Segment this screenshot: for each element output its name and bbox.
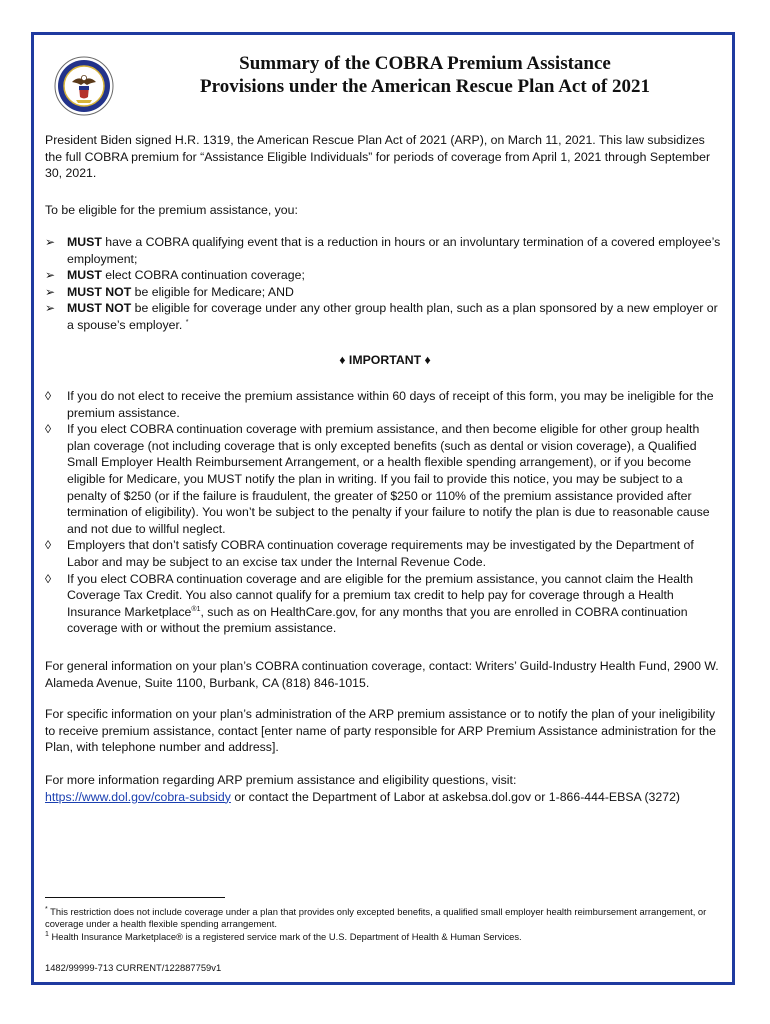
general-info-paragraph: For general information on your plan’s COBRA continuation coverage, contact: Writers’ Guild-Industry Health Fund, 2900 W. Alameda Avenue, Suite 1100, Burbank, CA (818) 846-1015.: [45, 659, 719, 690]
diamond-outline-bullet-icon: ◊: [45, 389, 52, 403]
eligibility-intro: To be eligible for the premium assistance, you:: [45, 203, 298, 217]
list-item: [45, 421, 725, 537]
important-text: If you do not elect to receive the premium assistance within 60 days of receipt of this form, you may be ineligible for the premium assistance.: [67, 389, 714, 420]
diamond-outline-bullet-icon: ◊: [45, 422, 52, 437]
important-text: If you elect COBRA continuation coverage and are eligible for the premium assistance, you cannot claim the Health Coverage Tax Credit. You also cannot qualify for a premium tax credit to help pay for coverage through a Health Insurance Marketplace: [67, 571, 694, 619]
footnote-text: This restriction does not include coverage under a plan that provides only excepted benefits, a qualified small employer health reimbursement arrangement, or coverage under a health flexible spending arrangement.: [45, 906, 707, 930]
arrowhead-bullet-icon: ➢: [45, 268, 56, 283]
eligibility-requirements-list: [45, 234, 725, 334]
title-line-2: Provisions under the American Rescue Plan Act of 2021: [200, 76, 650, 97]
department-of-labor-seal-icon: [54, 56, 114, 116]
footnote-divider: [45, 897, 225, 898]
footnote: [45, 906, 725, 931]
requirement-emphasis: MUST NOT: [67, 301, 132, 316]
diamond-outline-bullet-icon: ◊: [45, 571, 52, 586]
arrowhead-bullet-icon: ➢: [45, 301, 56, 316]
important-text: Employers that don’t satisfy COBRA continuation coverage requirements may be investigated by the Department of Labor and may be subject to an excise tax under the Internal Revenue Code.: [67, 538, 694, 569]
important-heading: ♦ IMPORTANT ♦: [339, 353, 431, 367]
important-text: If you elect COBRA continuation coverage with premium assistance, and then become eligible for other group health plan coverage (not including coverage that is only excepted benefits (such as dental or vision coverage), a Qualified Small Employer Health Reimbursement Arrangement, or a health flexible spending arrangement), or if you become eligible for Medicare, you MUST notify the plan in writing. If you fail to provide this notice, you may be subject to a penalty of $250 (or if the failure is fraudulent, the greater of $250 or 110% of the premium assistance provided after termination of eligibility). You won’t be subject to the penalty if your failure to notify the plan is due to reasonable cause and not due to willful neglect.: [67, 422, 710, 536]
list-item: [45, 571, 725, 637]
arrowhead-bullet-icon: ➢: [45, 235, 56, 249]
requirement-emphasis: MUST NOT: [67, 284, 132, 299]
requirement-text: be eligible for coverage under any other group health plan, such as a plan sponsored by a new employer or a spouse’s employer.: [67, 301, 718, 332]
requirement-text: elect COBRA continuation coverage;: [101, 268, 305, 283]
arrowhead-bullet-icon: ➢: [45, 284, 56, 299]
footnote-mark: *: [45, 905, 48, 913]
list-item: [45, 300, 725, 333]
footnote-mark: 1: [45, 930, 49, 938]
list-item: [45, 537, 725, 570]
list-item: [45, 388, 725, 421]
list-item: [45, 267, 725, 284]
requirement-text: be eligible for Medicare; AND: [131, 284, 294, 299]
more-info-contact: or contact the Department of Labor at askebsa.dol.gov or 1-866-444-EBSA (3272): [230, 789, 681, 804]
intro-paragraph: President Biden signed H.R. 1319, the American Rescue Plan Act of 2021 (ARP), on March 11, 2021. This law subsidizes the full COBRA premium for “Assistance Eligible Individuals” for periods of coverage from April 1, 2021 through September 30, 2021.: [45, 133, 711, 181]
requirement-emphasis: MUST: [67, 268, 102, 283]
list-item: [45, 284, 725, 301]
important-list: [45, 388, 725, 637]
diamond-outline-bullet-icon: ◊: [45, 538, 52, 553]
more-info-text: For more information regarding ARP premium assistance and eligibility questions, visit:: [45, 773, 517, 787]
footnote-reference: *: [185, 318, 189, 326]
footnote-text: Health Insurance Marketplace® is a registered service mark of the U.S. Department of Health & Human Services.: [48, 930, 522, 942]
more-info-paragraph: [45, 772, 725, 805]
footnote-reference: ®1: [191, 605, 201, 613]
requirement-text: have a COBRA qualifying event that is a reduction in hours or an involuntary termination of a covered employee’s employment;: [67, 235, 721, 266]
document-title: [130, 52, 720, 98]
specific-info-paragraph: For specific information on your plan’s administration of the ARP premium assistance or to notify the plan of your ineligibility to receive premium assistance, contact [enter name of party responsible for ARP Premium Assistance administration for the Plan, with telephone number and address].: [45, 707, 716, 755]
important-text: , such as on HealthCare.gov, for any months that you are enrolled in COBRA continuation coverage with or without the premium assistance.: [67, 604, 688, 636]
document-id: 1482/99999-713 CURRENT/122887759v1: [45, 962, 222, 973]
title-line-1: Summary of the COBRA Premium Assistance: [239, 53, 611, 74]
cobra-subsidy-link[interactable]: https://www.dol.gov/cobra-subsidy: [45, 789, 231, 804]
requirement-emphasis: MUST: [67, 235, 102, 249]
footnotes: [45, 906, 725, 943]
list-item: [45, 234, 725, 267]
footnote: [45, 931, 725, 943]
